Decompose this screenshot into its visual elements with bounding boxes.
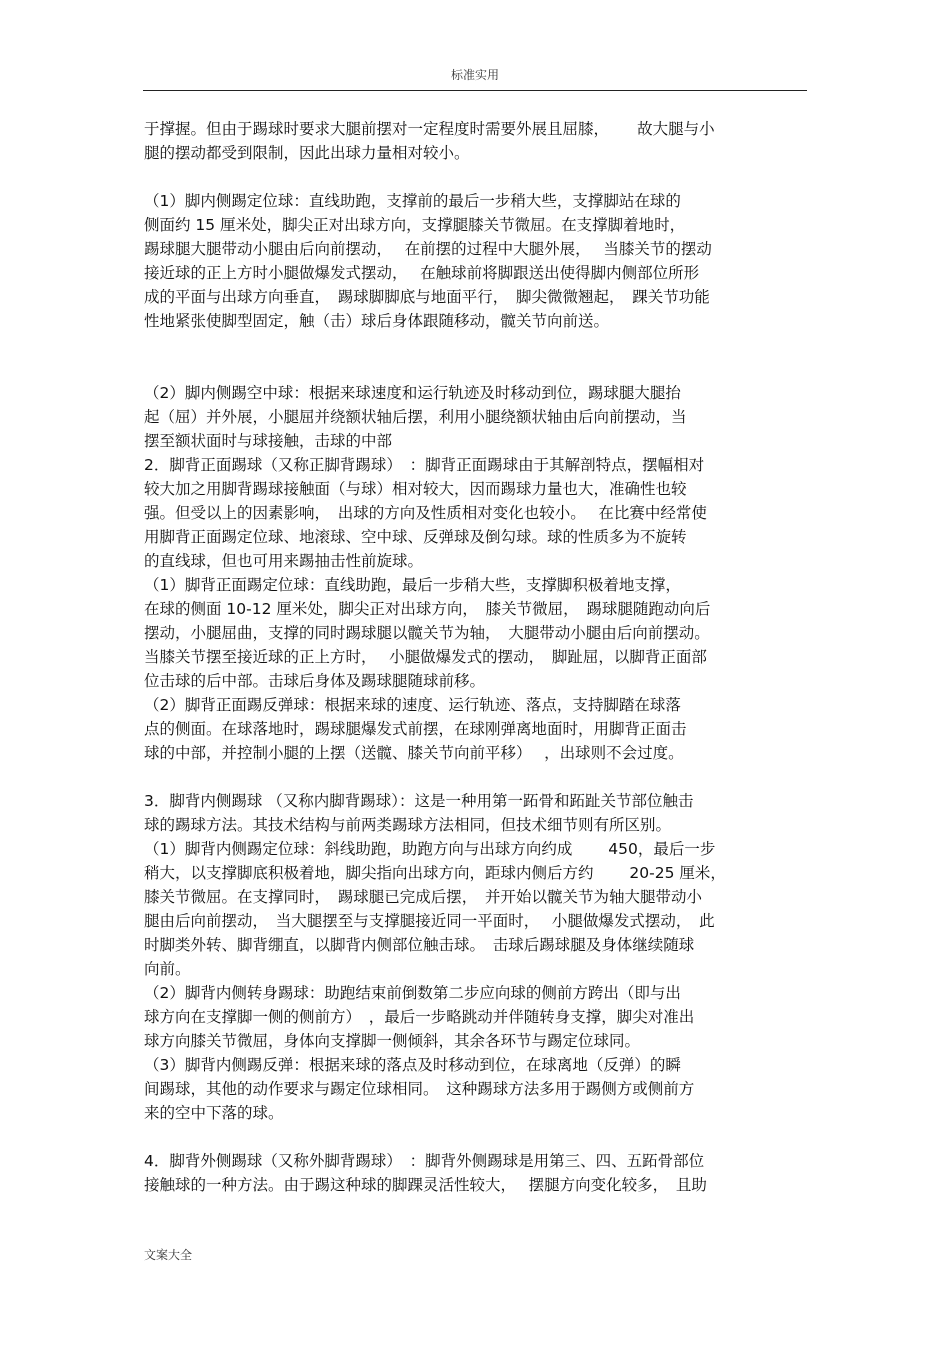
text-line: 3．脚背内侧踢球 （又称内脚背踢球）：这是一种用第一跖骨和跖趾关节部位触击 [144, 792, 694, 810]
text-line: 来的空中下落的球。 [144, 1104, 284, 1122]
text-line: （2）脚背正面踢反弹球：根据来球的速度、运行轨迹、落点，支持脚踏在球落 [144, 696, 681, 714]
text-line: 稍大，以支撑脚底积极着地，脚尖指向出球方向，距球内侧后方约 20-25 厘米， [144, 864, 726, 882]
blank-line [144, 765, 808, 789]
text-line: 4．脚背外侧踢球（又称外脚背踢球） ：脚背外侧踢球是用第三、四、五跖骨部位 [144, 1152, 705, 1170]
text-line: 起（屈）并外展，小腿屈并绕额状轴后摆，利用小腿绕额状轴由后向前摆动，当 [144, 408, 687, 426]
page-footer: 文案大全 [144, 1248, 193, 1262]
text-line: 2．脚背正面踢球（又称正脚背踢球） ：脚背正面踢球由于其解剖特点，摆幅相对 [144, 456, 705, 474]
text-line: 在球的侧面 10-12 厘米处，脚尖正对出球方向， 膝关节微屈， 踢球腿随跑动向后 [144, 600, 711, 618]
text-line: 向前。 [144, 960, 191, 978]
text-line: 球的中部，并控制小腿的上摆（送髋、膝关节向前平移） ，出球则不会过度。 [144, 744, 684, 762]
blank-line [144, 357, 808, 381]
text-line: 成的平面与出球方向垂直， 踢球脚脚底与地面平行， 脚尖微微翘起， 踝关节功能 [144, 288, 710, 306]
text-line: 位击球的后中部。击球后身体及踢球腿随球前移。 [144, 672, 486, 690]
text-line: （2）脚背内侧转身踢球：助跑结束前倒数第二步应向球的侧前方跨出（即与出 [144, 984, 681, 1002]
text-line: 强。但受以上的因素影响， 出球的方向及性质相对变化也较小。 在比赛中经常使 [144, 504, 707, 522]
text-line: （3）脚背内侧踢反弹：根据来球的落点及时移动到位，在球离地（反弹）的瞬 [144, 1056, 681, 1074]
text-line: （1）脚背正面踢定位球：直线助跑，最后一步稍大些，支撑脚积极着地支撑， [144, 576, 681, 594]
document-body [144, 117, 808, 1197]
text-line: 球方向在支撑脚一侧的侧前方） ，最后一步略跳动并伴随转身支撑，脚尖对准出 [144, 1008, 695, 1026]
text-line: 摆动，小腿屈曲，支撑的同时踢球腿以髋关节为轴， 大腿带动小腿由后向前摆动。 [144, 624, 710, 642]
blank-line [144, 1125, 808, 1149]
text-line: 间踢球，其他的动作要求与踢定位球相同。 这种踢球方法多用于踢侧方或侧前方 [144, 1080, 695, 1098]
text-line: 用脚背正面踢定位球、地滚球、空中球、反弹球及倒勾球。球的性质多为不旋转 [144, 528, 687, 546]
text-line: 点的侧面。在球落地时，踢球腿爆发式前摆，在球刚弹离地面时，用脚背正面击 [144, 720, 687, 738]
text-line: （2）脚内侧踢空中球：根据来球速度和运行轨迹及时移动到位，踢球腿大腿抬 [144, 384, 681, 402]
header-divider [143, 90, 807, 91]
text-line: （1）脚内侧踢定位球：直线助跑，支撑前的最后一步稍大些，支撑脚站在球的 [144, 192, 681, 210]
text-line: 接近球的正上方时小腿做爆发式摆动， 在触球前将脚跟送出使得脚内侧部位所形 [144, 264, 700, 282]
page-header: 标准实用 [450, 68, 499, 82]
text-line: 侧面约 15 厘米处，脚尖正对出球方向，支撑腿膝关节微屈。在支撑脚着地时， [144, 216, 686, 234]
text-line: 踢球腿大腿带动小腿由后向前摆动， 在前摆的过程中大腿外展， 当膝关节的摆动 [144, 240, 712, 258]
text-line: 性地紧张使脚型固定，触（击）球后身体跟随移动，髋关节向前送。 [144, 312, 610, 330]
text-line: 时脚类外转、脚背绷直，以脚背内侧部位触击球。 击球后踢球腿及身体继续随球 [144, 936, 695, 954]
text-line: 于撑握。但由于踢球时要求大腿前摆对一定程度时需要外展且屈膝， 故大腿与小 [144, 120, 715, 138]
text-line: 球的踢球方法。其技术结构与前两类踢球方法相同，但技术细节则有所区别。 [144, 816, 672, 834]
text-line: 球方向膝关节微屈，身体向支撑脚一侧倾斜，其余各环节与踢定位球同。 [144, 1032, 641, 1050]
text-line: 摆至额状面时与球接触，击球的中部 [144, 432, 393, 450]
text-line: 膝关节微屈。在支撑同时， 踢球腿已完成后摆， 并开始以髋关节为轴大腿带动小 [144, 888, 703, 906]
text-line: 腿的摆动都受到限制，因此出球力量相对较小。 [144, 144, 470, 162]
text-line: 当膝关节摆至接近球的正上方时， 小腿做爆发式的摆动， 脚趾屈，以脚背正面部 [144, 648, 707, 666]
text-line: 较大加之用脚背踢球接触面（与球）相对较大，因而踢球力量也大，准确性也较 [144, 480, 687, 498]
text-line: （1）脚背内侧踢定位球：斜线助跑，助跑方向与出球方向约成 450，最后一步 [144, 840, 716, 858]
text-line: 的直线球，但也可用来踢抽击性前旋球。 [144, 552, 424, 570]
text-line: 接触球的一种方法。由于踢这种球的脚踝灵活性较大， 摆腿方向变化较多， 且助 [144, 1176, 707, 1194]
blank-line [144, 165, 808, 189]
blank-line [144, 333, 808, 357]
text-line: 腿由后向前摆动， 当大腿摆至与支撑腿接近同一平面时， 小腿做爆发式摆动， 此 [144, 912, 715, 930]
